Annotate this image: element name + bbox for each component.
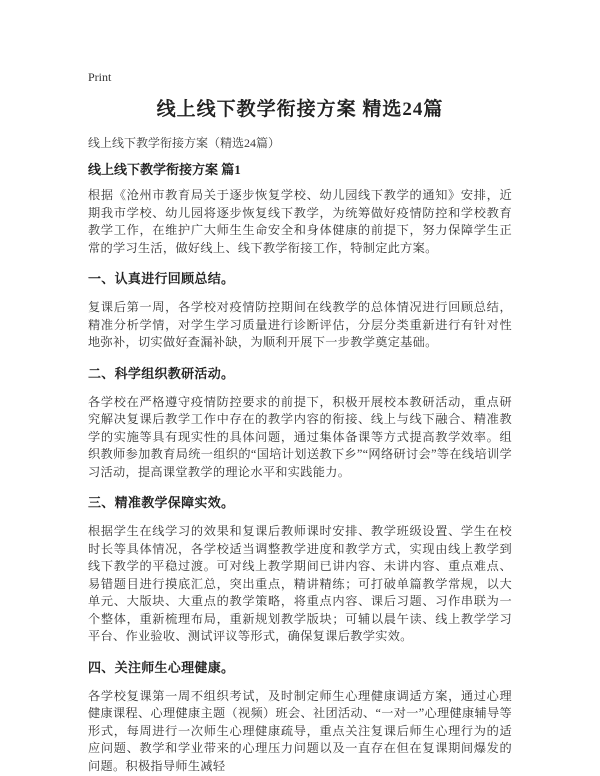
section-1-heading: 一、认真进行回顾总结。 xyxy=(88,271,235,286)
article-heading: 线上线下教学衔接方案 篇1 xyxy=(88,162,241,177)
section-4-paragraph: 各学校复课第一周不组织考试，及时制定师生心理健康调适方案，通过心理健康课程、心理健康主题（视频）班会、社团活动、“一对一”心理健康辅导等形式，每周进行一次师生心理健康疏导，重点关注复课后师生心理行为的适应问题、教学和学业带来的心理压力问题以及一直存在但在复课期间爆发的问题。积极指导师生减轻 xyxy=(88,688,512,773)
section-4-heading: 四、关注师生心理健康。 xyxy=(88,659,235,675)
print-button[interactable]: Print xyxy=(88,70,112,84)
section-2-paragraph: 各学校在严格遵守疫情防控要求的前提下，积极开展校本教研活动，重点研究解决复课后教学工作中存在的教学内容的衔接、线上与线下融合、精准教学的实施等具有现实性的具体问题，通过集体备课等方式提高教学效率。组织教师参加教育局统一组织的“国培计划送教下乡”“网络研讨会”等在线培训学习活动，提高课堂教学的理论水平和实践能力。 xyxy=(88,394,512,479)
section-3-heading: 三、精准教学保障实效。 xyxy=(88,495,235,510)
section-1-paragraph: 复课后第一周，各学校对疫情防控期间在线教学的总体情况进行回顾总结，精准分析学情，对学生学习质量进行诊断评估，分层分类重新进行有针对性地弥补，切实做好查漏补缺，为顺利开展下一步教学奠定基础。 xyxy=(88,300,512,349)
section-2-heading: 二、科学组织教研活动。 xyxy=(88,365,235,381)
document-subtitle: 线上线下教学衔接方案（精选24篇） xyxy=(88,136,281,150)
intro-paragraph: 根据《沧州市教育局关于逐步恢复学校、幼儿园线下教学的通知》安排，近期我市学校、幼儿园将逐步恢复线下教学，为统筹做好疫情防控和学校教育教学工作，在维护广大师生生命安全和身体健康的前提下，努力保障学生正常的学习生活，做好线上、线下教学衔接工作，特制定此方案。 xyxy=(88,188,512,255)
section-3-paragraph: 根据学生在线学习的效果和复课后教师课时安排、教学班级设置、学生在校时长等具体情况，各学校适当调整教学进度和教学方式，实现由线上教学到线下教学的平稳过渡。可对线上教学期间已讲内容、未讲内容、重点难点、易错题目进行摸底汇总，突出重点，精讲精练；可打破单篇教学常规，以大单元、大版块、大重点的教学策略，将重点内容、课后习题、习作串联为一个整体，重新梳理布局，重新规划教学版块；可辅以晨午读、线上教学学习平台、作业验收、测试评议等形式，确保复课后教学实效。 xyxy=(88,524,512,643)
page-title: 线上线下教学衔接方案 精选24篇 xyxy=(156,99,444,120)
